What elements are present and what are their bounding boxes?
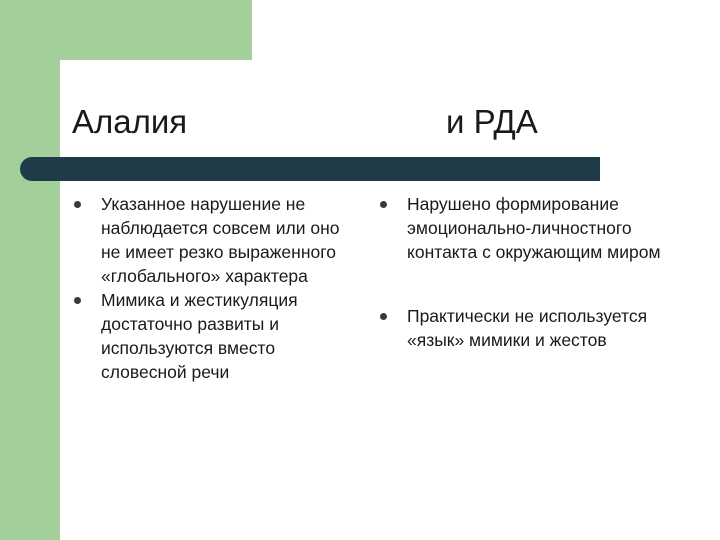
- list-item-text: Мимика и жестикуляция достаточно развиты и используются вместо словесной речи: [101, 290, 298, 382]
- list-item: [378, 192, 678, 264]
- title-divider: [20, 157, 600, 181]
- list-item: [378, 304, 678, 352]
- decor-green-left: [0, 0, 60, 540]
- bullet-icon: [380, 201, 387, 208]
- right-column-list: [378, 192, 678, 352]
- left-column-list: [72, 192, 352, 384]
- list-item-text: Нарушено формирование эмоционально-личностного контакта с окружающим миром: [407, 194, 661, 262]
- list-item: [72, 288, 352, 384]
- bullet-icon: [380, 313, 387, 320]
- list-item-text: Практически не используется «язык» мимики и жестов: [407, 306, 648, 350]
- slide-title-left: Алалия: [72, 103, 188, 140]
- list-item: [72, 192, 352, 288]
- bullet-icon: [74, 201, 81, 208]
- slide-title-right: и РДА: [446, 103, 538, 140]
- list-item-text: Указанное нарушение не наблюдается совсем или оно не имеет резко выраженного «глобального» характера: [101, 194, 340, 286]
- bullet-icon: [74, 297, 81, 304]
